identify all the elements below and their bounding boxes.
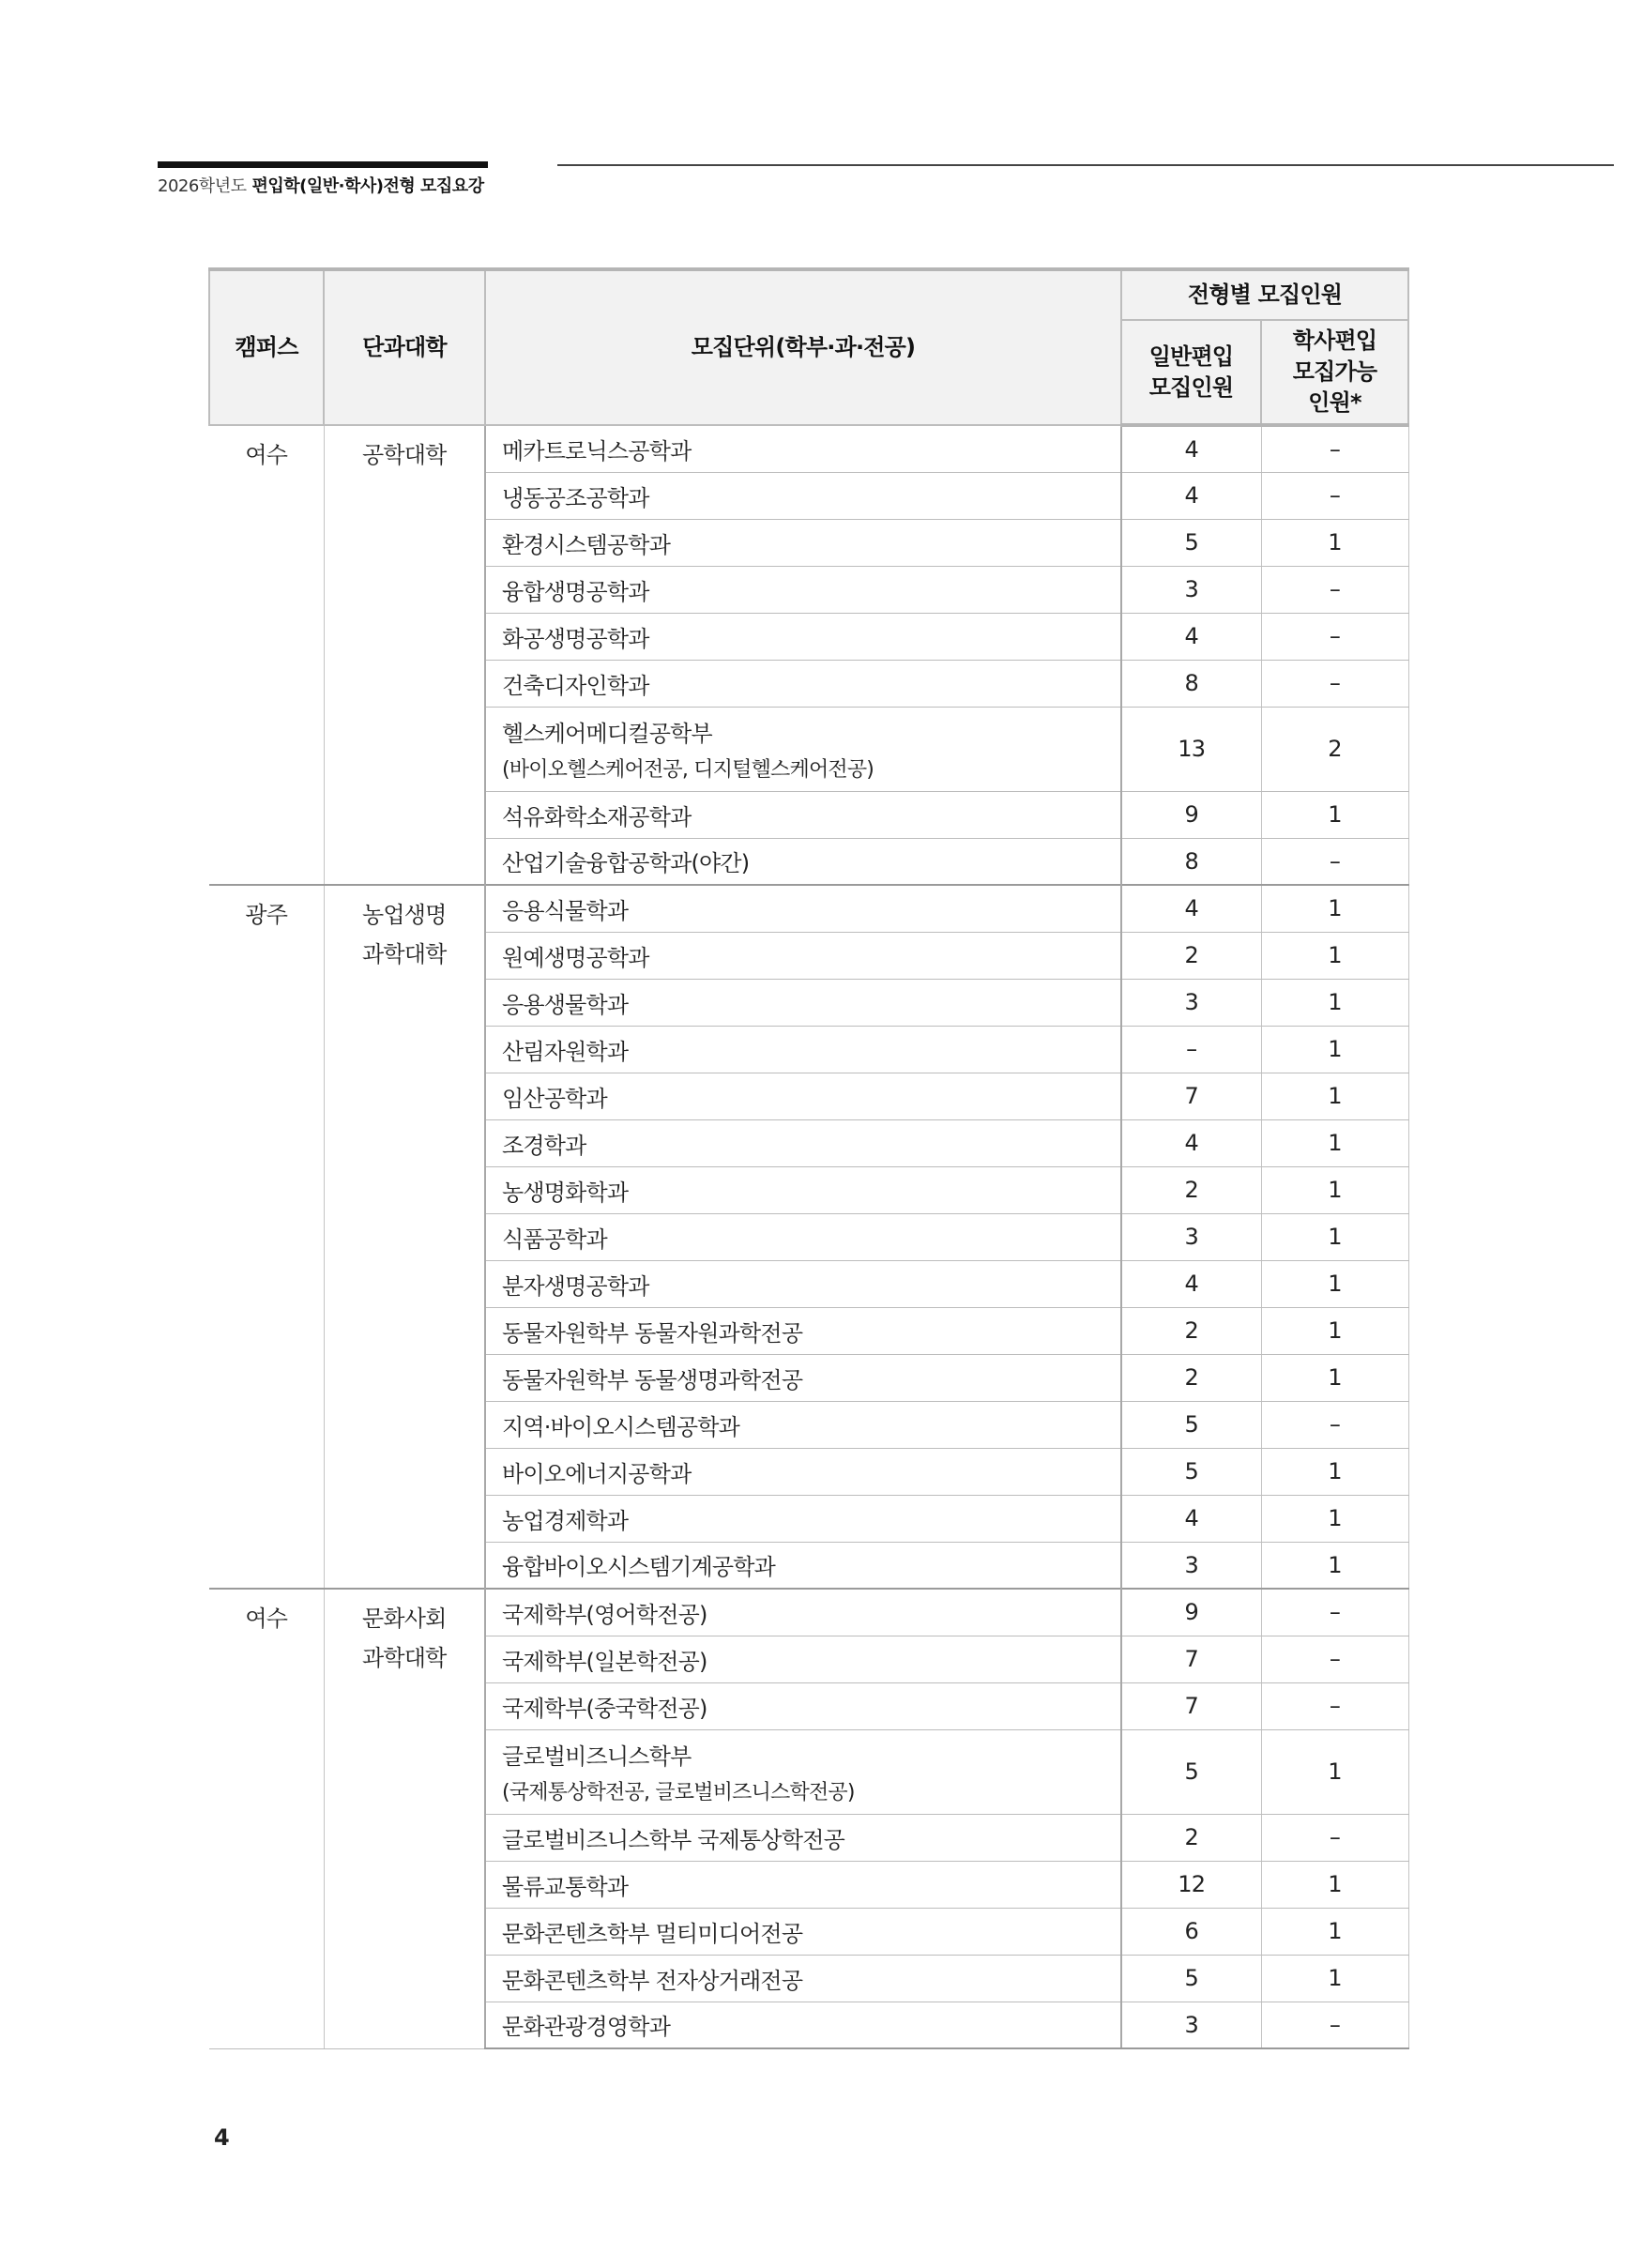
general-count-cell: 12 <box>1121 1861 1261 1908</box>
col-header-group: 전형별 모집인원 <box>1121 269 1408 320</box>
bachelor-count-cell: 1 <box>1261 979 1408 1026</box>
bachelor-count-cell: 1 <box>1261 1861 1408 1908</box>
unit-name-cell <box>485 1542 1121 1589</box>
general-count-cell: 6 <box>1121 1908 1261 1955</box>
bachelor-count-cell: 1 <box>1261 1542 1408 1589</box>
unit-name-cell <box>485 707 1121 791</box>
bachelor-count-cell: 1 <box>1261 1955 1408 2002</box>
table-body <box>209 425 1408 2048</box>
college-name-line: 농업생명 <box>361 902 447 928</box>
campus-cell: 여수 <box>209 425 324 885</box>
campus-cell: 여수 <box>209 1589 324 2048</box>
unit-subtitle: (국제통상학전공, 글로벌비즈니스학전공) <box>502 1781 855 1804</box>
unit-name-cell <box>485 1814 1121 1861</box>
general-count-cell: 2 <box>1121 1814 1261 1861</box>
college-cell <box>324 1589 485 2048</box>
general-count-cell: 5 <box>1121 519 1261 566</box>
unit-name-cell <box>485 1861 1121 1908</box>
page-number: 4 <box>214 2124 230 2151</box>
bachelor-count-cell: 1 <box>1261 1495 1408 1542</box>
general-count-cell: 3 <box>1121 979 1261 1026</box>
unit-name: 지역·바이오시스템공학과 <box>502 1413 740 1440</box>
unit-name: 국제학부(영어학전공) <box>502 1601 707 1628</box>
bachelor-count-cell: 1 <box>1261 1354 1408 1401</box>
bachelor-count-cell: 1 <box>1261 519 1408 566</box>
col-header-general-line1: 일반편입 <box>1148 342 1234 370</box>
general-count-cell: 4 <box>1121 885 1261 932</box>
campus-cell: 광주 <box>209 885 324 1589</box>
bachelor-count-cell: 1 <box>1261 1166 1408 1213</box>
running-header <box>158 173 484 197</box>
col-header-unit: 모집단위(학부·과·전공) <box>485 269 1121 425</box>
general-count-cell: 5 <box>1121 1729 1261 1814</box>
unit-name: 국제학부(중국학전공) <box>502 1695 707 1722</box>
general-count-cell: 2 <box>1121 1354 1261 1401</box>
general-count-cell: 8 <box>1121 660 1261 707</box>
general-count-cell: 8 <box>1121 838 1261 885</box>
general-count-cell: 7 <box>1121 1682 1261 1729</box>
table-row <box>209 1589 1408 1636</box>
general-count-cell: 4 <box>1121 1119 1261 1166</box>
bachelor-count-cell: 1 <box>1261 885 1408 932</box>
unit-name: 건축디자인학과 <box>502 672 649 699</box>
unit-name: 국제학부(일본학전공) <box>502 1648 707 1675</box>
unit-name: 농업경제학과 <box>502 1507 629 1534</box>
unit-name: 글로벌비즈니스학부 <box>502 1743 692 1770</box>
general-count-cell: 7 <box>1121 1073 1261 1119</box>
header-rule <box>557 164 1614 166</box>
college-name-line: 공학대학 <box>361 442 447 468</box>
bachelor-count-cell: 2 <box>1261 707 1408 791</box>
unit-name-cell <box>485 979 1121 1026</box>
unit-name: 글로벌비즈니스학부 국제통상학전공 <box>502 1826 844 1853</box>
bachelor-count-cell: – <box>1261 1636 1408 1682</box>
general-count-cell: 5 <box>1121 1401 1261 1448</box>
bachelor-count-cell: – <box>1261 1589 1408 1636</box>
unit-name-cell <box>485 1119 1121 1166</box>
unit-name: 산업기술융합공학과(야간) <box>502 850 750 877</box>
general-count-cell: 3 <box>1121 2002 1261 2048</box>
unit-name: 식품공학과 <box>502 1225 607 1253</box>
general-count-cell: 4 <box>1121 472 1261 519</box>
unit-name-cell <box>485 791 1121 838</box>
bachelor-count-cell: – <box>1261 566 1408 613</box>
col-header-campus: 캠퍼스 <box>209 269 324 425</box>
general-count-cell: 3 <box>1121 566 1261 613</box>
unit-name: 원예생명공학과 <box>502 944 649 971</box>
unit-name-cell <box>485 1729 1121 1814</box>
unit-name-cell <box>485 1166 1121 1213</box>
unit-name-cell <box>485 1073 1121 1119</box>
bachelor-count-cell: – <box>1261 660 1408 707</box>
header-title: 편입학(일반·학사)전형 모집요강 <box>251 176 484 196</box>
bachelor-count-cell: 1 <box>1261 1729 1408 1814</box>
unit-name: 동물자원학부 동물생명과학전공 <box>502 1366 803 1393</box>
unit-name: 헬스케어메디컬공학부 <box>502 721 712 747</box>
unit-name: 석유화학소재공학과 <box>502 803 692 830</box>
col-header-bachelor <box>1261 320 1408 425</box>
bachelor-count-cell: 1 <box>1261 1307 1408 1354</box>
general-count-cell: 4 <box>1121 1495 1261 1542</box>
general-count-cell: 5 <box>1121 1955 1261 2002</box>
unit-name: 응용식물학과 <box>502 897 629 924</box>
college-cell <box>324 885 485 1589</box>
unit-name-cell <box>485 1636 1121 1682</box>
unit-name-cell <box>485 1448 1121 1495</box>
unit-name: 바이오에너지공학과 <box>502 1460 692 1487</box>
general-count-cell: 3 <box>1121 1542 1261 1589</box>
col-header-bachelor-line1: 학사편입 <box>1292 327 1377 354</box>
header-year: 2026학년도 <box>158 176 247 196</box>
general-count-cell: 9 <box>1121 791 1261 838</box>
unit-name: 문화콘텐츠학부 멀티미디어전공 <box>502 1920 803 1947</box>
general-count-cell: 4 <box>1121 425 1261 472</box>
unit-name-cell <box>485 932 1121 979</box>
bachelor-count-cell: – <box>1261 472 1408 519</box>
bachelor-count-cell: 1 <box>1261 1908 1408 1955</box>
unit-name-cell <box>485 1682 1121 1729</box>
bachelor-count-cell: 1 <box>1261 1260 1408 1307</box>
unit-name-cell <box>485 1213 1121 1260</box>
unit-name: 조경학과 <box>502 1132 586 1159</box>
unit-name: 융합생명공학과 <box>502 578 649 605</box>
unit-name: 동물자원학부 동물자원과학전공 <box>502 1319 803 1347</box>
bachelor-count-cell: – <box>1261 425 1408 472</box>
college-name-line: 과학대학 <box>361 1645 447 1671</box>
general-count-cell: – <box>1121 1026 1261 1073</box>
unit-subtitle: (바이오헬스케어전공, 디지털헬스케어전공) <box>502 758 874 782</box>
unit-name-cell <box>485 1495 1121 1542</box>
general-count-cell: 9 <box>1121 1589 1261 1636</box>
unit-name: 문화관광경영학과 <box>502 2014 671 2041</box>
bachelor-count-cell: – <box>1261 613 1408 660</box>
unit-name-cell <box>485 1401 1121 1448</box>
general-count-cell: 3 <box>1121 1213 1261 1260</box>
bachelor-count-cell: – <box>1261 1682 1408 1729</box>
general-count-cell: 4 <box>1121 1260 1261 1307</box>
unit-name-cell <box>485 1260 1121 1307</box>
unit-name: 환경시스템공학과 <box>502 531 671 558</box>
table-row <box>209 885 1408 932</box>
unit-name: 산림자원학과 <box>502 1038 629 1065</box>
table-header <box>209 269 1408 425</box>
unit-name-cell <box>485 1908 1121 1955</box>
bachelor-count-cell: 1 <box>1261 791 1408 838</box>
unit-name: 화공생명공학과 <box>502 625 649 652</box>
header-accent-bar <box>158 161 488 168</box>
unit-name-cell <box>485 1955 1121 2002</box>
unit-name-cell <box>485 838 1121 885</box>
unit-name: 분자생명공학과 <box>502 1272 649 1300</box>
table-row <box>209 425 1408 472</box>
unit-name: 냉동공조공학과 <box>502 484 649 511</box>
unit-name-cell <box>485 1354 1121 1401</box>
unit-name-cell <box>485 566 1121 613</box>
unit-name-cell <box>485 519 1121 566</box>
unit-name-cell <box>485 1026 1121 1073</box>
general-count-cell: 2 <box>1121 932 1261 979</box>
bachelor-count-cell: – <box>1261 1814 1408 1861</box>
col-header-general <box>1121 320 1261 425</box>
unit-name: 메카트로닉스공학과 <box>502 437 692 464</box>
unit-name-cell <box>485 1307 1121 1354</box>
bachelor-count-cell: 1 <box>1261 1119 1408 1166</box>
bachelor-count-cell: 1 <box>1261 1213 1408 1260</box>
unit-name-cell <box>485 1589 1121 1636</box>
bachelor-count-cell: – <box>1261 2002 1408 2048</box>
general-count-cell: 2 <box>1121 1166 1261 1213</box>
general-count-cell: 2 <box>1121 1307 1261 1354</box>
col-header-bachelor-line3: 인원* <box>1308 389 1361 416</box>
general-count-cell: 7 <box>1121 1636 1261 1682</box>
unit-name-cell <box>485 472 1121 519</box>
unit-name: 문화콘텐츠학부 전자상거래전공 <box>502 1967 803 1994</box>
bachelor-count-cell: 1 <box>1261 1026 1408 1073</box>
bachelor-count-cell: 1 <box>1261 932 1408 979</box>
bachelor-count-cell: 1 <box>1261 1448 1408 1495</box>
general-count-cell: 4 <box>1121 613 1261 660</box>
unit-name-cell <box>485 613 1121 660</box>
bachelor-count-cell: 1 <box>1261 1073 1408 1119</box>
general-count-cell: 5 <box>1121 1448 1261 1495</box>
unit-name-cell <box>485 425 1121 472</box>
recruitment-table <box>208 267 1409 2049</box>
bachelor-count-cell: – <box>1261 838 1408 885</box>
unit-name-cell <box>485 2002 1121 2048</box>
unit-name: 융합바이오시스템기계공학과 <box>502 1554 775 1581</box>
unit-name: 임산공학과 <box>502 1085 607 1112</box>
unit-name: 농생명화학과 <box>502 1179 629 1206</box>
col-header-college: 단과대학 <box>324 269 485 425</box>
college-name-line: 과학대학 <box>361 941 447 967</box>
unit-name: 응용생물학과 <box>502 991 629 1018</box>
col-header-bachelor-line2: 모집가능 <box>1292 358 1377 385</box>
col-header-general-line2: 모집인원 <box>1148 373 1234 401</box>
bachelor-count-cell: – <box>1261 1401 1408 1448</box>
unit-name: 물류교통학과 <box>502 1873 629 1900</box>
unit-name-cell <box>485 660 1121 707</box>
college-cell <box>324 425 485 885</box>
college-name-line: 문화사회 <box>361 1606 447 1632</box>
unit-name-cell <box>485 885 1121 932</box>
general-count-cell: 13 <box>1121 707 1261 791</box>
